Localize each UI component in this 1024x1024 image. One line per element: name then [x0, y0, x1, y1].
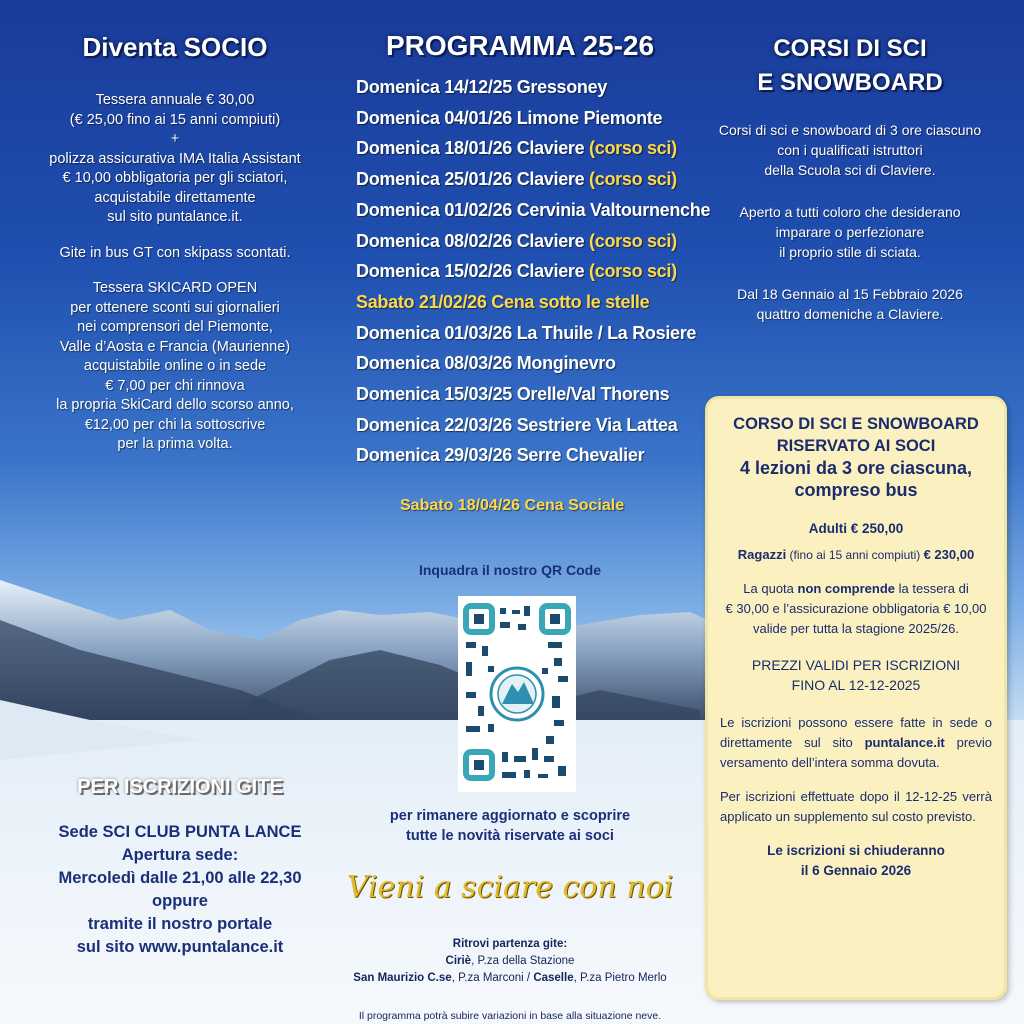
schedule-item: Domenica 15/02/26 Claviere (corso sci) — [356, 261, 677, 282]
quota-text: la tessera di — [895, 581, 969, 596]
program-section — [340, 30, 711, 1022]
trip-registration-section — [20, 776, 340, 959]
box-title-line: CORSO DI SCI E SNOWBOARD — [733, 415, 979, 433]
validity-line: FINO AL 12-12-2025 — [791, 677, 921, 693]
qr-description-line: per rimanere aggiornato e scoprire — [389, 808, 631, 824]
courses-line: Corsi di sci e snowboard di 3 ore ciascuno — [718, 122, 982, 138]
courses-intro — [700, 120, 1000, 180]
skicard-line: per ottenere sconti sui giornalieri — [70, 299, 280, 316]
schedule-item: Domenica 14/12/25 Gressoney — [356, 77, 608, 97]
kids-note: (fino ai 15 anni compiuti) — [786, 548, 924, 562]
meeting-address: , P.za Marconi / — [451, 972, 534, 984]
closing-date — [708, 841, 1004, 881]
program-title: PROGRAMMA 25-26 — [385, 30, 655, 61]
quota-text: valide per tutta la stagione 2025/26. — [753, 621, 959, 636]
kids-amount: € 230,00 — [923, 547, 975, 562]
membership-fees — [20, 91, 330, 228]
skicard-line: Valle d’Aosta e Francia (Maurienne) — [59, 338, 291, 355]
qr-code-icon[interactable] — [458, 596, 576, 792]
registration-text: Le iscrizioni possono essere fatte in sede o direttamente sul sito — [720, 715, 992, 750]
trip-registration-title: PER ISCRIZIONI GITE — [77, 776, 283, 798]
skicard-line: la propria SkiCard dello scorso anno, — [56, 397, 294, 413]
schedule-item: Domenica 01/02/26 Cervinia Valtournenche — [356, 199, 711, 220]
website-link[interactable]: puntalance.it — [864, 735, 945, 750]
skicard-line: per la prima volta. — [117, 436, 233, 452]
program-note: Il programma potrà subire variazioni in base alla situazione neve. — [358, 1010, 662, 1022]
qr-description-line: tutte le novità riservate ai soci — [406, 828, 614, 844]
closing-line: Le iscrizioni si chiuderanno — [767, 843, 945, 858]
skicard-line: acquistabile online o in sede — [83, 358, 267, 374]
quota-text: € 30,00 e l’assicurazione obbligatoria € 10,00 — [725, 601, 987, 616]
validity-line: PREZZI VALIDI PER ISCRIZIONI — [751, 657, 961, 673]
late-registration: Per iscrizioni effettuate dopo il 12-12-25 verrà applicato un supplemento sul costo previsto. — [720, 789, 992, 824]
closing-line: il 6 Gennaio 2026 — [800, 863, 912, 878]
membership-section — [20, 32, 330, 455]
schedule-item: Domenica 08/03/26 Monginevro — [356, 353, 616, 374]
kids-price — [708, 545, 1004, 565]
box-title-line: RISERVATO AI SOCI — [776, 437, 936, 455]
trip-registration-line: oppure — [152, 892, 208, 910]
trip-registration-line: Apertura sede: — [121, 846, 239, 864]
skicard-line: nei comprensori del Piemonte, — [77, 319, 273, 335]
schedule-item: Domenica 01/03/26 La Thuile / La Rosiere — [356, 322, 697, 343]
courses-line: quattro domeniche a Claviere. — [756, 306, 944, 322]
schedule-item: Sabato 21/02/26 Cena sotto le stelle — [356, 291, 650, 312]
bus-line: Gite in bus GT con skipass scontati. — [59, 244, 291, 261]
trip-registration-line: Sede SCI CLUB PUNTA LANCE — [58, 823, 302, 841]
schedule-item: Domenica 22/03/26 Sestriere Via Lattea — [356, 414, 678, 435]
meeting-points — [340, 936, 680, 987]
fee-line: polizza assicurativa IMA Italia Assistant — [49, 150, 301, 167]
meeting-title: Ritrovi partenza gite: — [452, 938, 568, 950]
bus-info — [20, 244, 330, 264]
quota-emphasis: non comprende — [797, 581, 896, 596]
box-title-line: 4 lezioni da 3 ore ciascuna, — [739, 458, 973, 478]
skicard-line: € 7,00 per chi rinnova — [105, 377, 245, 394]
meeting-place: Ciriè — [445, 955, 472, 967]
courses-audience — [700, 202, 1000, 262]
meeting-place: Caselle — [533, 972, 574, 984]
courses-line: Dal 18 Gennaio al 15 Febbraio 2026 — [737, 286, 963, 302]
registration-text: previo versamento dell’intera somma dovuta. — [720, 735, 992, 770]
course-reservation-box — [705, 396, 1007, 1000]
courses-line: con i qualificati istruttori — [777, 142, 923, 158]
meeting-address: , P.za della Stazione — [471, 955, 575, 967]
adult-price: Adulti € 250,00 — [808, 521, 904, 536]
fee-line: (€ 25,00 fino ai 15 anni compiuti) — [69, 111, 281, 128]
fee-line: € 10,00 obbligatoria per gli sciatori, — [62, 170, 288, 186]
trip-registration-line: tramite il nostro portale — [87, 915, 273, 933]
fee-line: sul sito puntalance.it. — [107, 209, 243, 225]
skicard-info — [20, 279, 330, 455]
slogan: Vieni a sciare con noi — [346, 870, 674, 905]
skicard-line: Tessera SKICARD OPEN — [92, 280, 258, 296]
meeting-address: , P.za Pietro Merlo — [573, 972, 667, 984]
box-title-line: compreso bus — [794, 480, 918, 500]
trip-registration-line: Mercoledì dalle 21,00 alle 22,30 — [58, 869, 302, 887]
quota-text: La quota — [743, 581, 798, 596]
courses-dates — [700, 284, 1000, 324]
courses-title — [700, 32, 1000, 100]
courses-section — [700, 32, 1000, 324]
courses-line: della Scuola sci di Claviere. — [764, 162, 936, 178]
skicard-line: €12,00 per chi la sottoscrive — [84, 416, 266, 433]
schedule-item: Domenica 29/03/26 Serre Chevalier — [356, 445, 645, 466]
validity-notice — [708, 655, 1004, 695]
website-link[interactable]: sul sito www.puntalance.it — [76, 938, 284, 956]
box-title — [708, 413, 1004, 501]
trip-registration-info — [20, 821, 340, 959]
fee-line: acquistabile direttamente — [94, 189, 256, 206]
fee-line: + — [170, 131, 180, 147]
meeting-place: San Maurizio C.se — [353, 972, 452, 984]
social-dinner: Sabato 18/04/26 Cena Sociale — [400, 497, 625, 514]
fee-line: Tessera annuale € 30,00 — [95, 92, 255, 108]
schedule-list — [356, 72, 711, 471]
schedule-item: Domenica 25/01/26 Claviere (corso sci) — [356, 169, 677, 190]
schedule-item: Domenica 15/03/25 Orelle/Val Thorens — [356, 384, 670, 405]
kids-label: Ragazzi — [737, 547, 787, 562]
quota-info — [708, 579, 1004, 639]
registration-info — [708, 713, 1004, 773]
membership-title: Diventa SOCIO — [82, 32, 268, 62]
courses-line: il proprio stile di sciata. — [779, 244, 921, 260]
qr-caption: Inquadra il nostro QR Code — [418, 562, 601, 578]
courses-title-line: CORSI DI SCI — [773, 35, 927, 62]
courses-line: Aperto a tutti coloro che desiderano — [739, 204, 961, 220]
qr-description — [340, 806, 680, 846]
schedule-item: Domenica 18/01/26 Claviere (corso sci) — [356, 138, 677, 159]
schedule-item: Domenica 04/01/26 Limone Piemonte — [356, 107, 663, 128]
courses-title-line: E SNOWBOARD — [757, 69, 943, 96]
courses-line: imparare o perfezionare — [775, 224, 925, 240]
schedule-item: Domenica 08/02/26 Claviere (corso sci) — [356, 230, 677, 251]
